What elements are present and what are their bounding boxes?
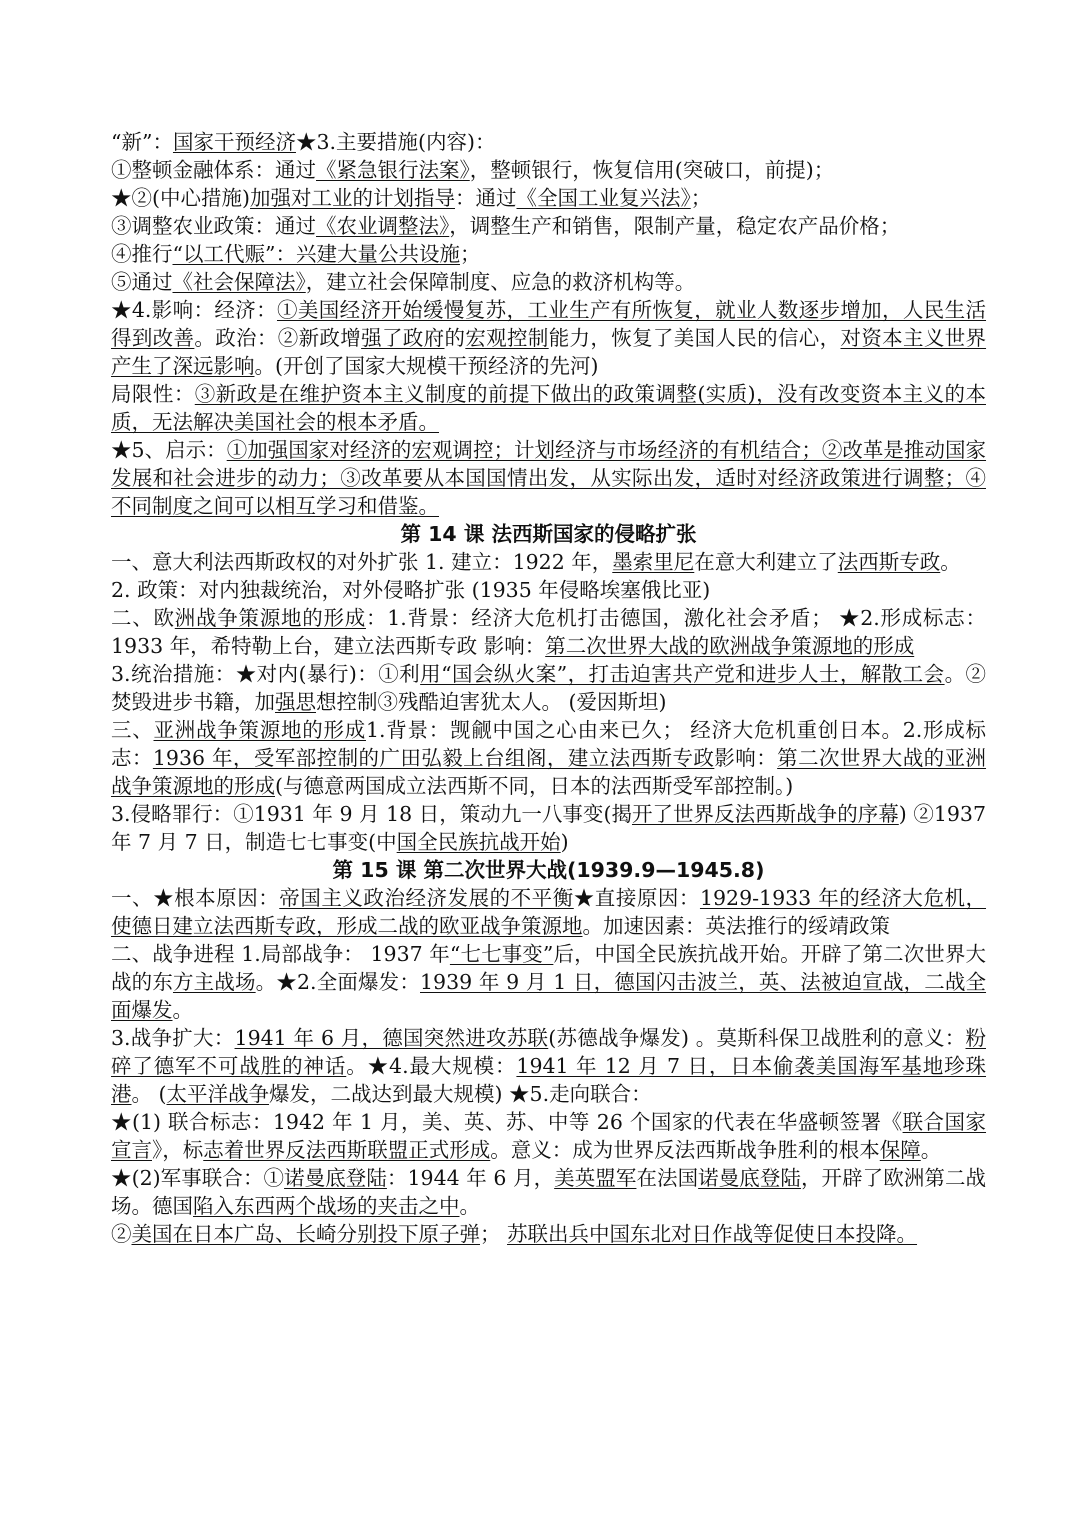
paragraph xyxy=(111,940,986,1024)
text-run: 一、★根本原因： xyxy=(111,886,280,910)
paragraph xyxy=(111,1220,986,1248)
underlined-text: ①美国经济开始缓慢复苏，工业生产有所恢复，就业人数逐步增加，人民生活得到改善 xyxy=(111,298,987,350)
text-run: 局限性： xyxy=(111,382,195,406)
text-run: ①整顿金融体系：通过 xyxy=(111,158,316,182)
underlined-text: “以工代赈”：兴建大量公共设施 xyxy=(172,242,460,266)
text-run: 。★4.最大规模： xyxy=(346,1054,517,1078)
underlined-text: 《紧急银行法案》 xyxy=(316,158,470,182)
text-run: ★②(中心措施) xyxy=(111,186,250,210)
underlined-text: 国家干预经济 xyxy=(172,130,296,154)
text-run: 影响： xyxy=(714,746,778,770)
text-run: 在法国 xyxy=(636,1166,699,1190)
text-run: 爆发，二战达到最大规模) ★5.走向联合： xyxy=(269,1082,652,1106)
underlined-text: 强思 xyxy=(275,690,316,714)
text-run: 3.统治措施：★对内(暴行)：①利 xyxy=(111,662,421,686)
text-run: ：通过 xyxy=(455,186,517,210)
text-run: ) xyxy=(560,830,569,854)
underlined-text: 帝国主义政治经济发展的不平衡 xyxy=(279,886,574,910)
text-run: ★直接原因： xyxy=(573,886,700,910)
paragraph xyxy=(111,576,986,604)
underlined-text: ①加强国家对经济的宏观调控；计划经济与市场经济的有机结合；②改革是推动国家发展和社会进步的动力；③改革要从本国国情出发，从实际出发，适时对经济政策进行调整；④不同制度之间可以相互学习和借鉴。 xyxy=(111,438,987,518)
underlined-text: 太平洋战争 xyxy=(166,1082,270,1106)
underlined-text: 第二次世界大战的亚洲战争策源地的形成 xyxy=(111,746,987,798)
text-run: 2. 政策：对内独裁统治，对外侵略扩张 (1935 年侵略埃塞俄比亚) xyxy=(111,578,711,602)
underlined-text: “七七事变” xyxy=(449,942,554,966)
paragraph xyxy=(111,436,986,520)
text-run: 二、战争进程 1.局部战争： 1937 年 xyxy=(111,942,450,966)
text-run: 。 xyxy=(920,1138,942,1162)
paragraph xyxy=(111,548,986,576)
underlined-text: 美国在日本广岛、长崎分别投下原子弹 xyxy=(131,1222,480,1246)
text-run: 在意大利建立了 xyxy=(694,550,838,574)
text-run: 三、 xyxy=(111,718,154,742)
underlined-text: 诺曼底登陆 xyxy=(698,1166,801,1190)
underlined-text: 《农业调整法》 xyxy=(316,214,450,238)
underlined-text: 开了世界反法西斯战争的序幕 xyxy=(631,802,899,826)
underlined-text: 陷入东西两个战场的夹击之中 xyxy=(193,1194,460,1218)
text-run: 一、意大利法西斯政权的对外扩张 1. 建立：1922 年， xyxy=(111,550,613,574)
text-run: ⑤通过 xyxy=(111,270,173,294)
text-run: ； xyxy=(480,1222,508,1246)
underlined-text: 深远影响 xyxy=(172,354,255,378)
underlined-text: 1936 年，受军部控制的广田弘毅上台组阁，建立法西斯专政 xyxy=(152,746,715,770)
text-run: 。 xyxy=(459,1194,480,1218)
underlined-text: 亚洲战争策源地的形成 xyxy=(153,718,366,742)
lesson-heading: 第 14 课 法西斯国家的侵略扩张 xyxy=(400,522,697,546)
text-run: (苏德战争爆发) 。莫斯科保卫战胜利的意义： xyxy=(548,1026,966,1050)
underlined-text: 强了政府 xyxy=(361,326,445,350)
paragraph xyxy=(111,156,986,184)
underlined-text: 粉碎了德军不可战胜的神话 xyxy=(111,1026,986,1078)
paragraph xyxy=(111,128,986,156)
text-run: ★4.影响：经济： xyxy=(111,298,277,322)
underlined-text: 法西斯专政 xyxy=(837,550,941,574)
text-run: 3.侵略罪行：①1931 年 9 月 18 日，策动九一八事变(揭 xyxy=(111,802,632,826)
underlined-text: 1941 年 12 月 7 日，日本偷袭美国海军基地珍珠港 xyxy=(111,1054,987,1106)
paragraph xyxy=(111,240,986,268)
text-run: 。★2.全面爆发： xyxy=(255,970,420,994)
underlined-text: 《社会保障法》 xyxy=(172,270,306,294)
underlined-text: 苏联出兵中国东北对日作战等促使日本投降。 xyxy=(507,1222,918,1246)
text-run: (与德意两国成立法西斯不同，日本的法西斯受军部控制。) xyxy=(275,774,794,798)
underlined-text: 方主战场 xyxy=(172,970,256,994)
text-run: 后，中国全民族抗战开始。开辟了第二次世界大战的东 xyxy=(111,942,986,994)
text-run: ，开辟了欧洲第二战场。德国 xyxy=(111,1166,987,1218)
underlined-text: 用“国会纵火案”，打击迫害共产党和进步人士，解散工会 xyxy=(420,662,945,686)
paragraph xyxy=(111,212,986,240)
text-run: 1.背景：觊觎中国之心由来已久； 经济大危机重创日本。2.形成标志： xyxy=(111,718,987,770)
underlined-text: 联合国家宣言 xyxy=(111,1110,987,1162)
underlined-text: 志着世界反法西斯联盟正式形成 xyxy=(203,1138,491,1162)
underlined-text: 对资本主义世界产生了 xyxy=(111,326,987,378)
text-run: 。 ( xyxy=(131,1082,167,1106)
text-run: 。 xyxy=(940,550,961,574)
text-run: 。政治：②新政增 xyxy=(194,326,362,350)
text-run: ★3.主要措施(内容)： xyxy=(295,130,496,154)
text-run: 。 xyxy=(172,998,193,1022)
text-run: ② xyxy=(111,1222,132,1246)
paragraph xyxy=(111,1024,986,1108)
underlined-text: 诺曼底登陆 xyxy=(284,1166,387,1190)
underlined-text: 《全国工业复兴法》 xyxy=(516,186,691,210)
paragraph xyxy=(111,660,986,716)
underlined-text: 保障 xyxy=(879,1138,921,1162)
text-run: ★5、启示： xyxy=(111,438,227,462)
underlined-text: 国全民族抗战开始 xyxy=(396,830,561,854)
lesson-heading: 第 15 课 第二次世界大战(1939.9—1945.8) xyxy=(332,858,765,882)
underlined-text: 洲战争策源地的形成 xyxy=(174,606,366,630)
paragraph xyxy=(111,716,986,800)
text-run: “新”： xyxy=(111,130,173,154)
underlined-text: 加强对工业的计划指导 xyxy=(250,186,455,210)
text-run: ：1.背景：经济大危机打击德国，激化社会矛盾； ★2.形成标志：1933 年，希特勒上台，建立法西斯专政 影响： xyxy=(111,606,987,658)
text-run: ) ②1937 年 7 月 7 日，制造七七事变(中 xyxy=(111,802,987,854)
text-run: 二、欧 xyxy=(111,606,175,630)
text-run: ，调整生产和销售，限制产量，稳定农产品价格； xyxy=(449,214,901,238)
paragraph xyxy=(111,1108,986,1164)
text-run: 。意义：成为世界反法西斯战争胜利的根本 xyxy=(490,1138,880,1162)
paragraph xyxy=(111,184,986,212)
text-run: 。(开创了国家大规模干预经济的先河) xyxy=(254,354,599,378)
text-run: 》，标 xyxy=(152,1138,204,1162)
paragraph xyxy=(111,884,986,940)
text-run: 。②焚毁进步书籍，加 xyxy=(111,662,987,714)
underlined-text: 宏观控制 xyxy=(465,326,549,350)
underlined-text: 第二次世界大战的欧洲战争策源地的形成 xyxy=(545,634,915,658)
underlined-text: 1929-1933 年的经济大危机，使德日建立法西斯专政，形成二战的欧亚战争策源地 xyxy=(111,886,987,938)
underlined-text: 1941 年 6 月，德国突然进攻苏联 xyxy=(234,1026,549,1050)
underlined-text: 墨索里尼 xyxy=(612,550,695,574)
text-run: 想控制③残酷迫害犹太人。 (爱因斯坦) xyxy=(316,690,667,714)
text-run: ； xyxy=(459,242,481,266)
text-run: 能力，恢复了美国人民的信心， xyxy=(548,326,841,350)
paragraph xyxy=(111,380,986,436)
text-run: ：1944 年 6 月， xyxy=(386,1166,555,1190)
underlined-text: 美英盟军 xyxy=(554,1166,637,1190)
text-run: 3.战争扩大： xyxy=(111,1026,235,1050)
text-run: ★(1) 联合标志：1942 年 1 月，美、英、苏、中等 26 个国家的代表在华盛顿签署《 xyxy=(111,1110,903,1134)
paragraph xyxy=(111,1164,986,1220)
text-run: ④推行 xyxy=(111,242,173,266)
paragraph xyxy=(111,296,986,380)
text-run: ，整顿银行，恢复信用(突破口，前提)； xyxy=(469,158,835,182)
paragraph xyxy=(111,268,986,296)
text-run: ★(2)军事联合：① xyxy=(111,1166,285,1190)
text-run: ，建立社会保障制度、应急的救济机构等。 xyxy=(305,270,696,294)
text-run: 。加速因素：英法推行的绥靖政策 xyxy=(582,914,890,938)
text-run: ； xyxy=(690,186,712,210)
paragraph xyxy=(111,800,986,856)
text-run: 的 xyxy=(444,326,466,350)
text-run: ③调整农业政策：通过 xyxy=(111,214,316,238)
paragraph xyxy=(111,604,986,660)
underlined-text: 1939 年 9 月 1 日，德国闪击波兰，英、法被迫宣战，二战全面爆发 xyxy=(111,970,987,1022)
underlined-text: ③新政是在维护资本主义制度的前提下做出的政策调整(实质)，没有改变资本主义的本质，无法解决美国社会的根本矛盾。 xyxy=(111,382,986,434)
